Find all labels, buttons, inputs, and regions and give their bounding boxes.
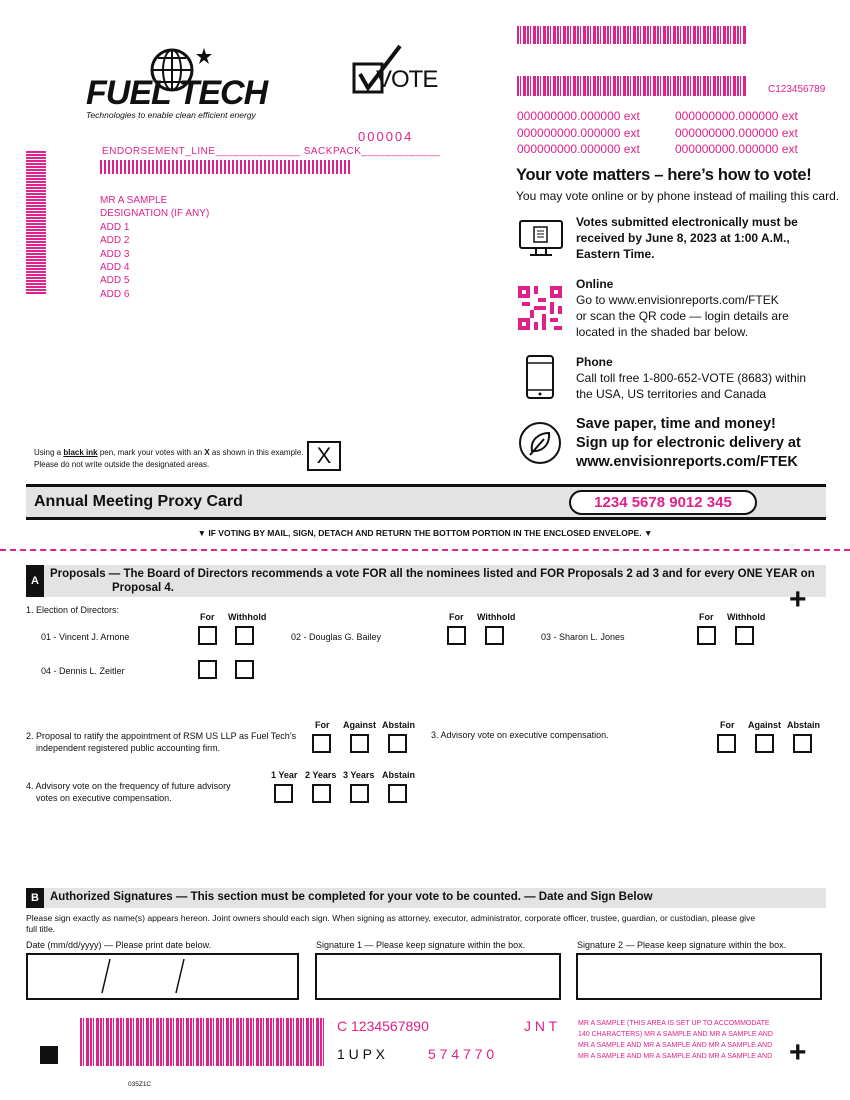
ink-pre: Using a bbox=[34, 448, 64, 457]
nominee-02: 02 - Douglas G. Bailey bbox=[291, 632, 382, 642]
sample-line: MR A SAMPLE AND MR A SAMPLE AND MR A SAMPLE AND bbox=[578, 1053, 773, 1060]
nominee-03-for-checkbox[interactable] bbox=[697, 626, 716, 645]
ink-line2: Please do not write outside the designated areas. bbox=[34, 460, 210, 469]
date-separators bbox=[26, 953, 299, 1000]
fuel-tech-logo bbox=[86, 44, 296, 124]
p2-for-header: For bbox=[315, 720, 330, 730]
phone-line: the USA, US territories and Canada bbox=[576, 387, 767, 401]
withhold-header: Withhold bbox=[228, 612, 267, 622]
section-b-letter: B bbox=[26, 888, 44, 908]
endorsement-line: ENDORSEMENT_LINE______________ SACKPACK_____________ bbox=[102, 146, 441, 157]
top-barcode-1 bbox=[517, 26, 747, 44]
nominee-01-for-checkbox[interactable] bbox=[198, 626, 217, 645]
registration-mark bbox=[40, 1046, 58, 1064]
deadline-line: received by June 8, 2023 at 1:00 A.M., bbox=[576, 231, 790, 245]
vote-logo bbox=[352, 44, 442, 96]
election-label: 1. Election of Directors: bbox=[26, 605, 120, 615]
vote-headline: Your vote matters – here’s how to vote! bbox=[516, 166, 812, 184]
phone-line: Call toll free 1-800-652-VOTE (8683) within bbox=[576, 371, 807, 385]
proposal-3-against-checkbox[interactable] bbox=[755, 734, 774, 753]
ext-line: 000000000.000000 ext bbox=[517, 125, 640, 140]
proposal-3-for-checkbox[interactable] bbox=[717, 734, 736, 753]
ext-column-2 bbox=[675, 108, 798, 158]
footer-barcode bbox=[80, 1018, 326, 1066]
online-title: Online bbox=[576, 277, 614, 291]
sig-instr-line: Please sign exactly as name(s) appears hereon. Joint owners should each sign. When signing as attorney, executor, administrator, corporate officer, trustee, guardian, or custodian, please give bbox=[26, 913, 756, 923]
proposal-3-abstain-checkbox[interactable] bbox=[793, 734, 812, 753]
address-line: ADD 3 bbox=[100, 248, 130, 260]
nominee-02-for-checkbox[interactable] bbox=[447, 626, 466, 645]
login-code-text: 1234 5678 9012 345 bbox=[594, 494, 732, 511]
paper-line: www.envisionreports.com/FTEK bbox=[576, 454, 798, 470]
proposal-4-line: 4. Advisory vote on the frequency of future advisory bbox=[26, 781, 231, 791]
ink-x: X bbox=[204, 448, 210, 457]
address-line: ADD 2 bbox=[100, 235, 130, 247]
sample-line: 140 CHARACTERS) MR A SAMPLE AND MR A SAMPLE AND bbox=[578, 1031, 773, 1038]
address-line: ADD 6 bbox=[100, 288, 130, 300]
proposal-2-against-checkbox[interactable] bbox=[350, 734, 369, 753]
ext-line: 000000000.000000 ext bbox=[675, 125, 798, 140]
p4-1year-header: 1 Year bbox=[271, 770, 298, 780]
brand-tagline: Technologies to enable clean efficient energy bbox=[86, 110, 256, 120]
proposal-4-1year-checkbox[interactable] bbox=[274, 784, 293, 803]
signature-instructions bbox=[26, 913, 826, 935]
plus-mark-a: + bbox=[789, 583, 807, 616]
control-number: C123456789 bbox=[768, 84, 826, 95]
ink-post: as shown in this example. bbox=[209, 448, 304, 457]
address-line: DESIGNATION (IF ANY) bbox=[100, 208, 210, 220]
sequence-number: 000004 bbox=[358, 129, 414, 144]
online-line: located in the shaded bar below. bbox=[576, 325, 749, 339]
nominee-04-for-checkbox[interactable] bbox=[198, 660, 217, 679]
p4-3years-header: 3 Years bbox=[343, 770, 375, 780]
perforation-line bbox=[0, 549, 850, 551]
section-b-title: Authorized Signatures — This section must be completed for your vote to be counted. — Date and Sign Below bbox=[50, 891, 653, 903]
nominee-02-withhold-checkbox[interactable] bbox=[485, 626, 504, 645]
qr-code-icon bbox=[518, 286, 562, 330]
login-code bbox=[569, 490, 757, 515]
ext-line: 000000000.000000 ext bbox=[675, 142, 798, 156]
online-text bbox=[576, 276, 789, 340]
deadline-line: Votes submitted electronically must be bbox=[576, 215, 798, 229]
ext-line: 000000000.000000 ext bbox=[675, 109, 798, 123]
online-line: or scan the QR code — login details are bbox=[576, 309, 789, 323]
proposal-3-text: 3. Advisory vote on executive compensation. bbox=[431, 730, 609, 740]
proposal-2-abstain-checkbox[interactable] bbox=[388, 734, 407, 753]
vote-text: VOTE bbox=[376, 66, 438, 93]
proposal-2-line: 2. Proposal to ratify the appointment of RSM US LLP as Fuel Tech’s bbox=[26, 731, 297, 741]
date-label: Date (mm/dd/yyyy) — Please print date below. bbox=[26, 940, 212, 950]
example-mark-box bbox=[307, 441, 341, 471]
for-header: For bbox=[449, 612, 464, 622]
postal-barcode bbox=[100, 160, 350, 174]
withhold-header: Withhold bbox=[727, 612, 766, 622]
p2-abstain-header: Abstain bbox=[382, 720, 416, 730]
proposal-4-abstain-checkbox[interactable] bbox=[388, 784, 407, 803]
footer-jnt: J N T bbox=[524, 1018, 558, 1034]
section-a-header bbox=[26, 565, 826, 597]
section-b-header bbox=[26, 888, 826, 908]
p4-2years-header: 2 Years bbox=[305, 770, 337, 780]
proposal-4-3years-checkbox[interactable] bbox=[350, 784, 369, 803]
address-lines bbox=[100, 194, 209, 301]
proposal-4-text bbox=[26, 780, 231, 804]
address-line: ADD 4 bbox=[100, 262, 130, 274]
p3-for-header: For bbox=[720, 720, 735, 730]
phone-title: Phone bbox=[576, 355, 613, 369]
phone-icon bbox=[525, 354, 555, 400]
left-vertical-barcode bbox=[26, 150, 46, 294]
section-a-letter: A bbox=[26, 565, 44, 597]
ext-line: 000000000.000000 ext bbox=[517, 109, 640, 123]
paper-line: Sign up for electronic delivery at bbox=[576, 435, 801, 451]
proposal-2-text bbox=[26, 730, 296, 754]
paper-line: Save paper, time and money! bbox=[576, 416, 776, 432]
section-a-title-line: Proposals — The Board of Directors recommends a vote FOR all the nominees listed and FOR Proposals 2 ad 3 and for every ONE YEAR on bbox=[50, 568, 815, 580]
footer-sample-text bbox=[578, 1018, 773, 1062]
proposal-4-line: votes on executive compensation. bbox=[36, 793, 172, 803]
footer-control: C 1234567890 bbox=[337, 1018, 429, 1034]
nominee-01: 01 - Vincent J. Arnone bbox=[41, 632, 130, 642]
signature-2-label: Signature 2 — Please keep signature within the box. bbox=[577, 940, 787, 950]
ext-line: 000000000.000000 ext bbox=[517, 142, 640, 156]
sample-line: MR A SAMPLE (THIS AREA IS SET UP TO ACCOMMODATE bbox=[578, 1020, 770, 1027]
proposal-2-line: independent registered public accounting firm. bbox=[36, 743, 221, 753]
withhold-header: Withhold bbox=[477, 612, 516, 622]
example-x: X bbox=[316, 443, 332, 468]
nominee-04: 04 - Dennis L. Zeitler bbox=[41, 666, 125, 676]
signature-2-field[interactable] bbox=[576, 953, 822, 1000]
nominee-01-withhold-checkbox[interactable] bbox=[235, 626, 254, 645]
sig-instr-line: full title. bbox=[26, 924, 56, 934]
detach-instruction: ▼ IF VOTING BY MAIL, SIGN, DETACH AND RETURN THE BOTTOM PORTION IN THE ENCLOSED ENVELOPE. ▼ bbox=[197, 528, 653, 538]
p2-against-header: Against bbox=[343, 720, 377, 730]
brand-name: FUEL TECH bbox=[86, 74, 268, 112]
for-header: For bbox=[699, 612, 714, 622]
vote-subline: You may vote online or by phone instead of mailing this card. bbox=[516, 189, 840, 203]
electronic-delivery-text bbox=[576, 415, 801, 472]
nominee-04-withhold-checkbox[interactable] bbox=[235, 660, 254, 679]
proposal-2-for-checkbox[interactable] bbox=[312, 734, 331, 753]
nominee-03: 03 - Sharon L. Jones bbox=[541, 632, 625, 642]
proposal-4-2years-checkbox[interactable] bbox=[312, 784, 331, 803]
p3-abstain-header: Abstain bbox=[787, 720, 821, 730]
signature-1-field[interactable] bbox=[315, 953, 561, 1000]
nominee-03-withhold-checkbox[interactable] bbox=[735, 626, 754, 645]
ink-bold: black ink bbox=[63, 448, 98, 457]
p4-abstain-header: Abstain bbox=[382, 770, 416, 780]
top-barcode-2 bbox=[517, 76, 747, 96]
p3-against-header: Against bbox=[748, 720, 782, 730]
sample-line: MR A SAMPLE AND MR A SAMPLE AND MR A SAMPLE AND bbox=[578, 1042, 773, 1049]
plus-mark-b: + bbox=[789, 1036, 807, 1069]
monitor-icon bbox=[518, 218, 564, 258]
address-line: MR A SAMPLE bbox=[100, 195, 168, 206]
ext-column-1 bbox=[517, 108, 640, 158]
footer-number: 5 7 4 7 7 0 bbox=[428, 1046, 495, 1062]
phone-text bbox=[576, 354, 806, 402]
ink-instructions bbox=[34, 447, 304, 471]
ink-mid: pen, mark your votes with an bbox=[97, 448, 205, 457]
online-line: Go to www.envisionreports.com/FTEK bbox=[576, 293, 779, 307]
section-a-title-line: Proposal 4. bbox=[112, 582, 174, 594]
section-a-title bbox=[50, 567, 815, 595]
proxy-card-title: Annual Meeting Proxy Card bbox=[34, 493, 243, 510]
form-code: 035Z1C bbox=[128, 1081, 152, 1088]
date-field[interactable] bbox=[26, 953, 299, 1000]
signature-1-label: Signature 1 — Please keep signature within the box. bbox=[316, 940, 526, 950]
leaf-icon bbox=[518, 421, 562, 465]
for-header: For bbox=[200, 612, 215, 622]
address-line: ADD 1 bbox=[100, 221, 130, 233]
address-line: ADD 5 bbox=[100, 275, 130, 287]
footer-upx: 1 U P X bbox=[337, 1046, 385, 1062]
proxy-card-bar bbox=[26, 484, 826, 520]
deadline-line: Eastern Time. bbox=[576, 247, 655, 261]
deadline-text bbox=[576, 214, 798, 262]
